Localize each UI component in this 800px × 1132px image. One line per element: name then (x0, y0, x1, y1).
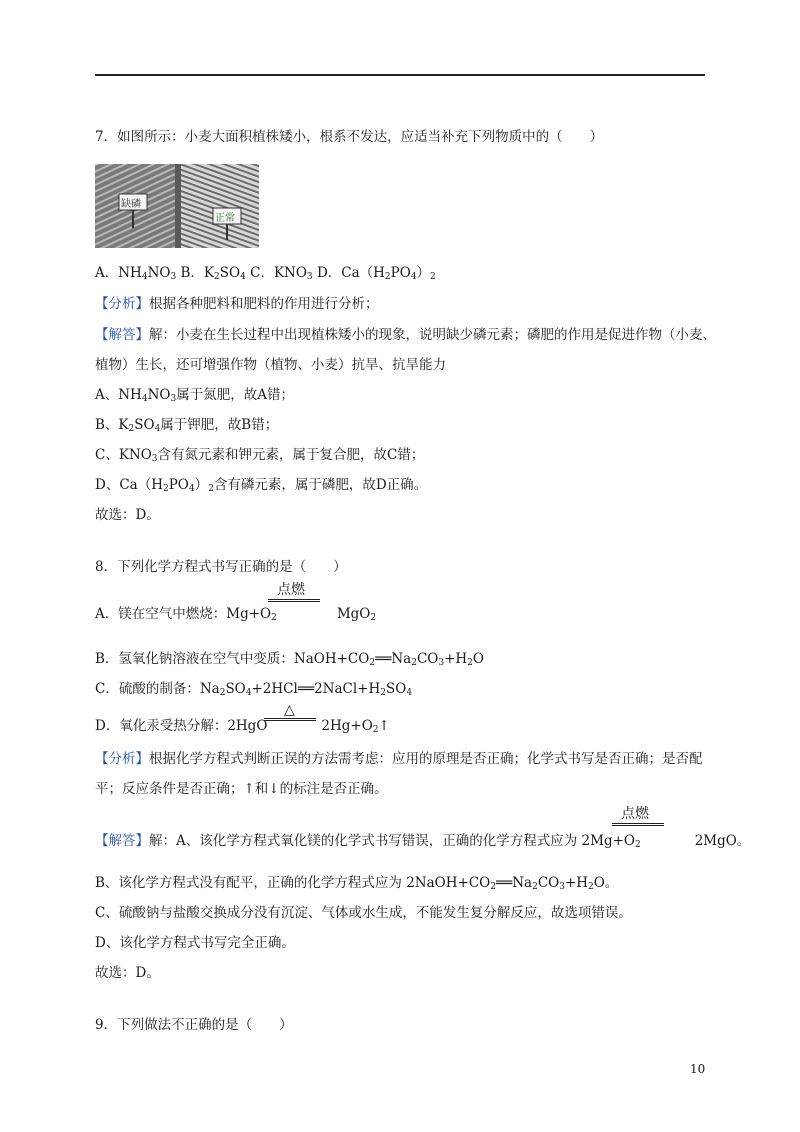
q8-answer-d: D、该化学方程式书写完全正确。 (95, 935, 295, 951)
q7-answer-b: B、$K_2SO_4$属于钾肥，故B错； (95, 417, 279, 434)
q7-analysis: 【分析】根据各种肥料和肥料的作用进行分析； (95, 296, 379, 312)
answer-tag: 【解答】 (95, 833, 149, 849)
wheat-field-photo (95, 164, 259, 248)
q7-answer-line-1: 【解答】解：小麦在生长过程中出现植株矮小的现象，说明缺少磷元素；磷肥的作用是促进作物（小麦、 (95, 327, 716, 343)
sign-normal: 正常 (215, 213, 235, 224)
q7-options: A．$NH_4NO_3$ B．$K_2SO_4$ C．$KNO_3$ D．$Ca(H_2PO_4)_2$ (95, 265, 436, 282)
q7-answer-d: D、$Ca(H_2PO_4)_2$含有磷元素，属于磷肥，故D正确。 (95, 477, 428, 494)
ignite-condition-answer: 点燃 (621, 806, 649, 822)
header-rule (95, 74, 705, 76)
q7-answer-a: A、$NH_4NO_3$属于氮肥，故A错； (95, 387, 294, 404)
q7-stem: 7．如图所示：小麦大面积植株矮小，根系不发达，应适当补充下列物质中的（ ） (95, 129, 604, 145)
sign-deficient-p: 缺磷 (121, 199, 141, 210)
q8-analysis-line-1: 【分析】根据化学方程式判断正误的方法需考虑：应用的原理是否正确；化学式书写是否正确；是否配 (95, 751, 703, 767)
q8-answer-a: 【解答】解：A、该化学方程式氧化镁的化学式书写错误，正确的化学方程式应为 $2Mg+O_2$ 2MgO。 (95, 833, 751, 850)
heat-condition-d: △ (284, 702, 295, 718)
ignite-condition-a: 点燃 (277, 582, 305, 598)
q8-answer-b: B、该化学方程式没有配平，正确的化学方程式应为 $2NaOH+CO_2══Na_2CO_3+H_2O$。 (95, 875, 619, 892)
q8-option-a: A．镁在空气中燃烧：$Mg+O_2$ MgO$_2$ (95, 606, 377, 623)
answer-tag: 【解答】 (95, 327, 149, 343)
q8-option-c: C．硫酸的制备：$Na_2SO_4+2HCl══2NaCl+H_2SO_4$ (95, 681, 413, 698)
q8-option-d: D．氧化汞受热分解：2HgO $2Hg+O_2↑$ (95, 718, 390, 735)
q8-option-b: B．氢氧化钠溶液在空气中变质：$NaOH+CO_2══Na_2CO_3+H_2O$ (95, 651, 484, 668)
q8-answer-c: C、硫酸钠与盐酸交换成分没有沉淀、气体或水生成，不能发生复分解反应，故选项错误。 (95, 905, 632, 921)
q7-choice: 故选：D。 (95, 507, 160, 523)
analysis-tag: 【分析】 (95, 296, 149, 312)
page-number: 10 (690, 1062, 706, 1076)
q7-answer-line-2: 植物）生长，还可增强作物（植物、小麦）抗旱、抗旱能力 (95, 357, 446, 373)
analysis-tag: 【分析】 (95, 751, 149, 767)
equation-bar-answer (612, 823, 664, 826)
equation-bar-a (268, 599, 320, 602)
q8-choice: 故选：D。 (95, 965, 160, 981)
q7-answer-c: C、$KNO_3$含有氮元素和钾元素，属于复合肥，故C错； (95, 447, 425, 464)
q8-analysis-line-2: 平；反应条件是否正确；↑和↓的标注是否正确。 (95, 781, 388, 797)
q9-stem: 9．下列做法不正确的是（ ） (95, 1017, 293, 1033)
q8-stem: 8．下列化学方程式书写正确的是（ ） (95, 559, 347, 575)
